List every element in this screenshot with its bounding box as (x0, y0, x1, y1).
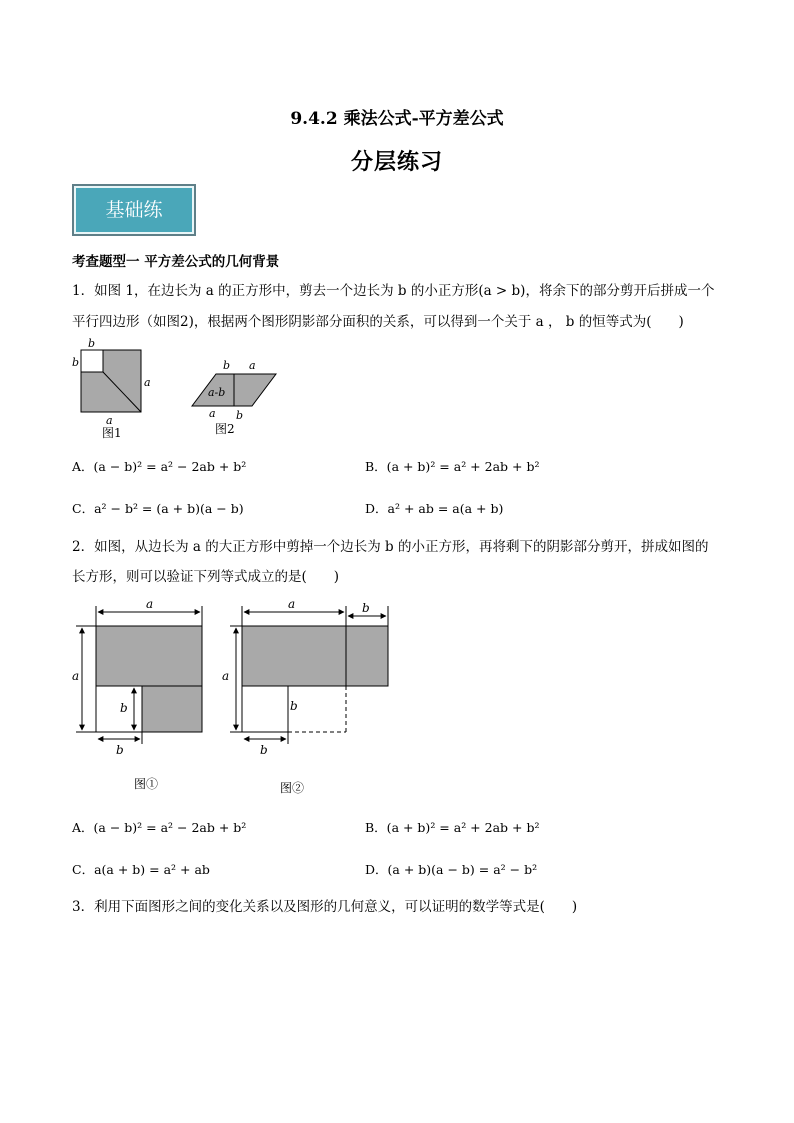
q2-fig1-a-top: a (146, 597, 154, 611)
q2-fig1-b-bottom: b (116, 743, 124, 757)
q1-option-d[interactable]: D．a² + ab = a(a + b) (365, 501, 504, 516)
q1-fig1-label-right: a (144, 376, 151, 389)
q2-fig2-b-inner: b (290, 699, 298, 713)
q1-fig2-label-ab: a-b (208, 386, 226, 399)
q1-option-a[interactable]: A．(a − b)² = a² − 2ab + b² (72, 459, 247, 474)
question-2-figures (66, 596, 396, 802)
q2-option-a[interactable]: A．(a − b)² = a² − 2ab + b² (72, 820, 247, 835)
q1-fig2-caption: 图2 (215, 422, 235, 436)
q2-option-c[interactable]: C．a(a + b) = a² + ab (72, 862, 210, 877)
q2-fig1-caption: 图① (134, 777, 159, 791)
q2-fig2-b-bottom: b (260, 743, 268, 757)
q2-fig2-a-top: a (288, 597, 296, 611)
q1-fig2-label-bottom-b: b (236, 409, 244, 422)
q2-fig1-a-left: a (72, 669, 80, 683)
question-2-line-2: 长方形，则可以验证下列等式成立的是( ) (72, 569, 340, 585)
page-title: 9.4.2 乘法公式-平方差公式 (290, 109, 504, 129)
q2-fig2-caption: 图② (280, 781, 305, 795)
question-1-line-2: 平行四边形（如图2)，根据两个图形阴影部分面积的关系，可以得到一个关于 a ， b 的恒等式为( ) (72, 314, 684, 330)
q1-fig1-small-square (81, 350, 103, 372)
q2-fig1-top-rect (96, 626, 202, 686)
q1-fig1-caption: 图1 (102, 426, 122, 440)
q2-figure-2 (222, 597, 388, 795)
q1-figure-2 (192, 359, 276, 436)
q1-fig2-label-a: a (249, 359, 256, 372)
page-subtitle: 分层练习 (350, 149, 443, 175)
q1-fig1-label-left: b (72, 356, 80, 369)
q1-option-c[interactable]: C．a² − b² = (a + b)(a − b) (72, 501, 244, 516)
q2-fig2-a-left: a (222, 669, 230, 683)
level-badge: 基础练 (72, 184, 196, 236)
q2-option-d[interactable]: D．(a + b)(a − b) = a² − b² (365, 862, 538, 877)
q1-figure-1 (72, 337, 151, 440)
q1-fig2-label-bottom-a: a (209, 407, 216, 420)
q2-figure-1 (72, 597, 202, 791)
q2-fig2-main-rect (242, 626, 346, 686)
q1-option-b[interactable]: B．(a + b)² = a² + 2ab + b² (365, 459, 540, 474)
q1-fig1-label-bottom: a (106, 414, 113, 427)
question-2-line-1: 2．如图，从边长为 a 的大正方形中剪掉一个边长为 b 的小正方形，再将剩下的阴影部分剪开，拼成如图的 (72, 539, 709, 555)
section-heading: 考查题型一 平方差公式的几何背景 (72, 254, 280, 270)
question-3-line-1: 3．利用下面图形之间的变化关系以及图形的几何意义，可以证明的数学等式是( ) (72, 899, 578, 915)
question-1-line-1: 1．如图 1，在边长为 a 的正方形中，剪去一个边长为 b 的小正方形(a > b)，将余下的部分剪开后拼成一个 (72, 283, 715, 299)
q2-fig1-bottom-rect (142, 686, 202, 732)
question-1-figures (66, 336, 296, 444)
q2-fig2-b-top: b (362, 601, 370, 615)
q2-option-b[interactable]: B．(a + b)² = a² + 2ab + b² (365, 820, 540, 835)
q2-fig1-b-inner: b (120, 701, 128, 715)
q2-fig2-side-rect (346, 626, 388, 686)
q1-fig1-label-top: b (88, 337, 96, 350)
q1-fig2-label-b: b (223, 359, 231, 372)
